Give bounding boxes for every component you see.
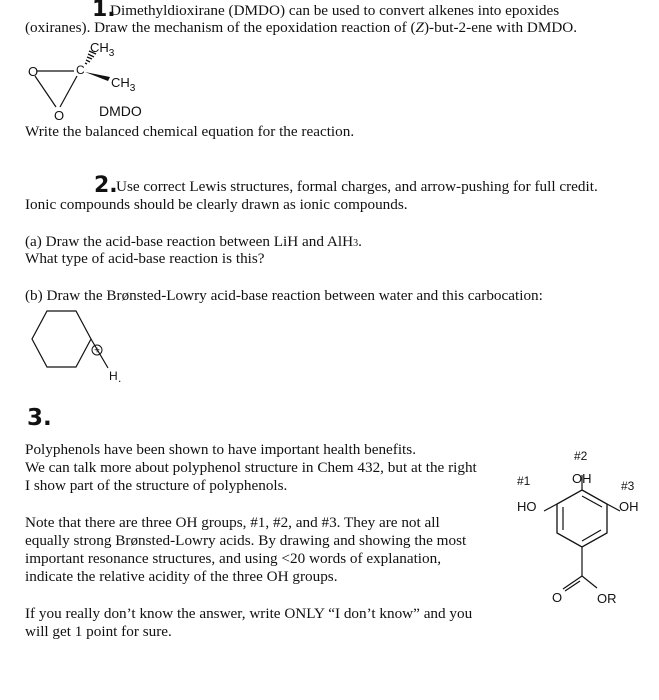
bond-c-or <box>582 576 597 588</box>
label-num-3: #3 <box>621 479 635 493</box>
dmdo-structure <box>20 38 200 124</box>
q3-p3-line2: will get 1 point for sure. <box>25 623 172 640</box>
dmdo-atom-o1: O <box>28 64 39 79</box>
benzene-ring <box>557 490 607 547</box>
q1-line2 <box>25 19 577 37</box>
ho-left: HO <box>517 499 537 514</box>
ring-double-1 <box>582 496 602 507</box>
polyphenol-structure <box>505 445 655 620</box>
q1-line2-b: )-but-2-ene with DMDO. <box>423 19 578 36</box>
q1-line2-z: Z <box>415 19 424 36</box>
oh-top: OH <box>572 471 592 486</box>
q2-number: 2. <box>94 173 118 198</box>
dmdo-wedge-bond <box>85 72 110 81</box>
bond-ho-left <box>544 504 557 511</box>
q3-p3-line1: If you really don’t know the answer, write ONLY “I don’t know” and you <box>25 605 473 622</box>
label-num-1: #1 <box>517 474 531 488</box>
q3-p1-line2: We can talk more about polyphenol structure in Chem 432, but at the right <box>25 459 477 476</box>
q3-p1-line1: Polyphenols have been shown to have important health benefits. <box>25 441 416 458</box>
or-group: OR <box>597 591 617 606</box>
dmdo-label: DMDO <box>99 103 142 119</box>
hydrogen-period: . <box>118 371 122 385</box>
bond-co-1 <box>563 576 582 589</box>
dmdo-bond-c-o2 <box>60 76 77 107</box>
q1-line1: Dimethyldioxirane (DMDO) can be used to convert alkenes into epoxides <box>110 2 560 19</box>
dmdo-bond-o1-o2 <box>35 76 56 107</box>
oh-right: OH <box>619 499 639 514</box>
dmdo-ch3-top: $CH_3$ <box>90 40 115 59</box>
dmdo-ch3-right: $CH_3$ <box>111 75 136 94</box>
q3-p2-line3: important resonance structures, and using <20 words of explanation, <box>25 550 441 567</box>
carbocation-structure <box>20 305 140 395</box>
q2a-sub: 3 <box>353 238 359 249</box>
carbonyl-oxygen: O <box>552 590 563 605</box>
q2-line2: Ionic compounds should be clearly drawn as ionic compounds. <box>25 196 408 213</box>
q2a-line2: What type of acid-base reaction is this? <box>25 250 265 267</box>
q3-p2-line1: Note that there are three OH groups, #1, #2, and #3. They are not all <box>25 514 440 531</box>
hydrogen-atom: H <box>109 369 118 383</box>
q2-line1: Use correct Lewis structures, formal charges, and arrow-pushing for full credit. <box>116 178 598 195</box>
dmdo-atom-c: C <box>76 63 85 77</box>
q3-p2-line4: indicate the relative acidity of the three OH groups. <box>25 568 338 585</box>
q2b-line: (b) Draw the Brønsted-Lowry acid-base reaction between water and this carbocation: <box>25 287 543 304</box>
q3-number: 3. <box>27 405 52 431</box>
q2a-end: . <box>358 233 362 250</box>
q1-line2-a: (oxiranes). Draw the mechanism of the epoxidation reaction of ( <box>25 19 416 36</box>
cyclohexane-ring <box>32 311 91 367</box>
label-num-2: #2 <box>574 449 588 463</box>
q3-p2-line2: equally strong Brønsted-Lowry acids. By drawing and showing the most <box>25 532 467 549</box>
q1-number: 1. <box>92 0 116 22</box>
q1-line3: Write the balanced chemical equation for the reaction. <box>25 123 355 140</box>
q3-p1-line3: I show part of the structure of polyphenols. <box>25 477 288 494</box>
positive-charge-symbol: + <box>94 345 100 357</box>
q2a-text: (a) Draw the acid-base reaction between LiH and AlH <box>25 233 354 250</box>
dmdo-atom-o2: O <box>54 108 65 123</box>
ring-double-2 <box>582 530 601 541</box>
